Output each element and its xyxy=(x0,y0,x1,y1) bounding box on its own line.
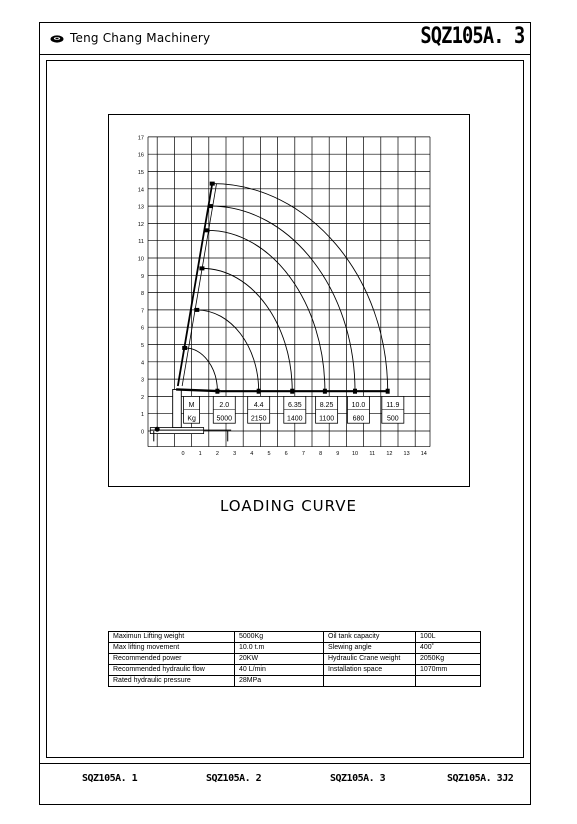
load-weight-label: 1100 xyxy=(319,415,335,423)
y-tick-label: 0 xyxy=(140,429,144,436)
spec-cell: Installation space xyxy=(324,665,416,676)
load-curve xyxy=(202,268,292,391)
boom-tip xyxy=(205,228,210,232)
y-tick-label: 8 xyxy=(140,291,144,298)
boom-joint xyxy=(323,389,327,394)
spec-cell: Oil tank capacity xyxy=(324,632,416,643)
y-tick-label: 9 xyxy=(140,273,144,280)
y-tick-label: 1 xyxy=(140,412,144,419)
load-table-header-m: M xyxy=(188,401,195,409)
x-tick-label: 10 xyxy=(351,451,359,458)
spec-cell: 28MPa xyxy=(235,676,324,687)
y-tick-label: 3 xyxy=(140,377,144,384)
x-tick-label: 3 xyxy=(233,451,237,458)
x-tick-label: 5 xyxy=(267,451,271,458)
boom-tip xyxy=(210,182,215,186)
boom-tip xyxy=(199,266,204,270)
x-tick-label: 13 xyxy=(403,451,410,458)
y-tick-label: 11 xyxy=(138,239,144,246)
y-tick-label: 15 xyxy=(137,170,144,176)
y-tick-label: 2 xyxy=(140,394,144,401)
x-tick-label: 7 xyxy=(301,451,305,458)
crane-wheel xyxy=(155,427,160,432)
loading-curve-chart xyxy=(108,114,470,487)
spec-cell: 100L xyxy=(416,632,481,643)
load-table-header-kg: Kg xyxy=(187,415,196,423)
load-weight-label: 2150 xyxy=(250,415,267,423)
crane-column xyxy=(173,389,182,427)
load-weight-label: 500 xyxy=(386,415,399,423)
boom-joint xyxy=(290,389,294,394)
spec-row xyxy=(109,676,481,687)
x-tick-label: 9 xyxy=(336,451,340,458)
x-tick-label: 14 xyxy=(420,451,427,458)
boom-joint xyxy=(353,389,357,394)
footer-model-4: SQZ105A. 3J2 xyxy=(447,773,514,784)
spec-row xyxy=(109,643,481,654)
load-radius-label: 10.0 xyxy=(351,401,366,409)
spec-cell xyxy=(324,676,416,687)
raised-boom-edge xyxy=(182,184,216,386)
spec-row xyxy=(109,665,481,676)
boom-joint xyxy=(386,389,390,394)
spec-cell: Recommended hydraulic flow xyxy=(109,665,235,676)
load-radius-label: 11.9 xyxy=(386,401,400,409)
y-tick-label: 17 xyxy=(137,135,144,142)
load-radius-label: 4.4 xyxy=(253,401,264,409)
boom-joint xyxy=(257,389,261,394)
spec-row xyxy=(109,654,481,665)
spec-cell xyxy=(416,676,481,687)
x-tick-label: 1 xyxy=(198,451,202,458)
load-curve xyxy=(212,184,387,392)
raised-boom xyxy=(178,184,212,386)
x-tick-label: 8 xyxy=(319,451,323,458)
y-tick-label: 14 xyxy=(137,187,144,194)
spec-cell: 400˚ xyxy=(416,643,481,654)
footer-model-2: SQZ105A. 2 xyxy=(206,773,262,784)
load-radius-label: 8.25 xyxy=(319,401,334,409)
x-tick-label: 6 xyxy=(284,451,288,458)
crane-arm xyxy=(176,389,221,391)
spec-cell: Max lifting movement xyxy=(109,643,235,654)
y-tick-label: 16 xyxy=(137,152,144,159)
y-tick-label: 5 xyxy=(140,343,144,349)
y-tick-label: 13 xyxy=(137,204,144,211)
y-tick-label: 6 xyxy=(140,325,144,332)
spec-row xyxy=(109,632,481,643)
footer-divider xyxy=(39,763,531,764)
y-tick-label: 7 xyxy=(140,308,144,315)
spec-cell: 40 L/min xyxy=(235,665,324,676)
brand xyxy=(50,31,210,45)
spec-cell: Hydraulic Crane weight xyxy=(324,654,416,665)
load-radius-label: 6.35 xyxy=(287,401,302,409)
boom-tip xyxy=(194,308,199,312)
load-weight-label: 680 xyxy=(352,415,365,423)
load-curve xyxy=(185,348,218,391)
spec-cell: 1070mm xyxy=(416,665,481,676)
spec-cell: 2050Kg xyxy=(416,654,481,665)
model-title: SQZ105A. 3 xyxy=(419,24,524,49)
footer-model-3: SQZ105A. 3 xyxy=(330,773,386,784)
y-tick-label: 10 xyxy=(137,256,144,263)
footer-model-1: SQZ105A. 1 xyxy=(82,773,138,784)
spec-table xyxy=(108,631,481,687)
y-tick-label: 12 xyxy=(137,221,144,228)
brand-name: Teng Chang Machinery xyxy=(70,31,211,45)
boom-tip xyxy=(208,204,213,208)
x-tick-label: 0 xyxy=(181,451,185,458)
load-weight-label: 5000 xyxy=(216,415,233,423)
y-tick-label: 4 xyxy=(140,360,144,367)
spec-cell: Recommended power xyxy=(109,654,235,665)
spec-cell: Rated hydraulic pressure xyxy=(109,676,235,687)
boom-tip xyxy=(182,346,187,350)
x-tick-label: 12 xyxy=(386,451,393,458)
spec-cell: 10.0 t.m xyxy=(235,643,324,654)
x-tick-label: 11 xyxy=(369,451,376,458)
load-radius-label: 2.0 xyxy=(219,401,230,409)
x-tick-label: 4 xyxy=(250,451,254,458)
spec-cell: 20KW xyxy=(235,654,324,665)
spec-cell: 5000Kg xyxy=(235,632,324,643)
spec-cell: Maximun Lifting weight xyxy=(109,632,235,643)
hardhat-logo-icon xyxy=(50,33,64,43)
load-weight-label: 1400 xyxy=(287,415,303,423)
x-tick-label: 2 xyxy=(215,451,219,458)
boom-joint xyxy=(215,389,219,394)
spec-cell: Slewing angle xyxy=(324,643,416,654)
header-divider xyxy=(39,54,531,55)
chart-title: LOADING CURVE xyxy=(219,497,357,515)
